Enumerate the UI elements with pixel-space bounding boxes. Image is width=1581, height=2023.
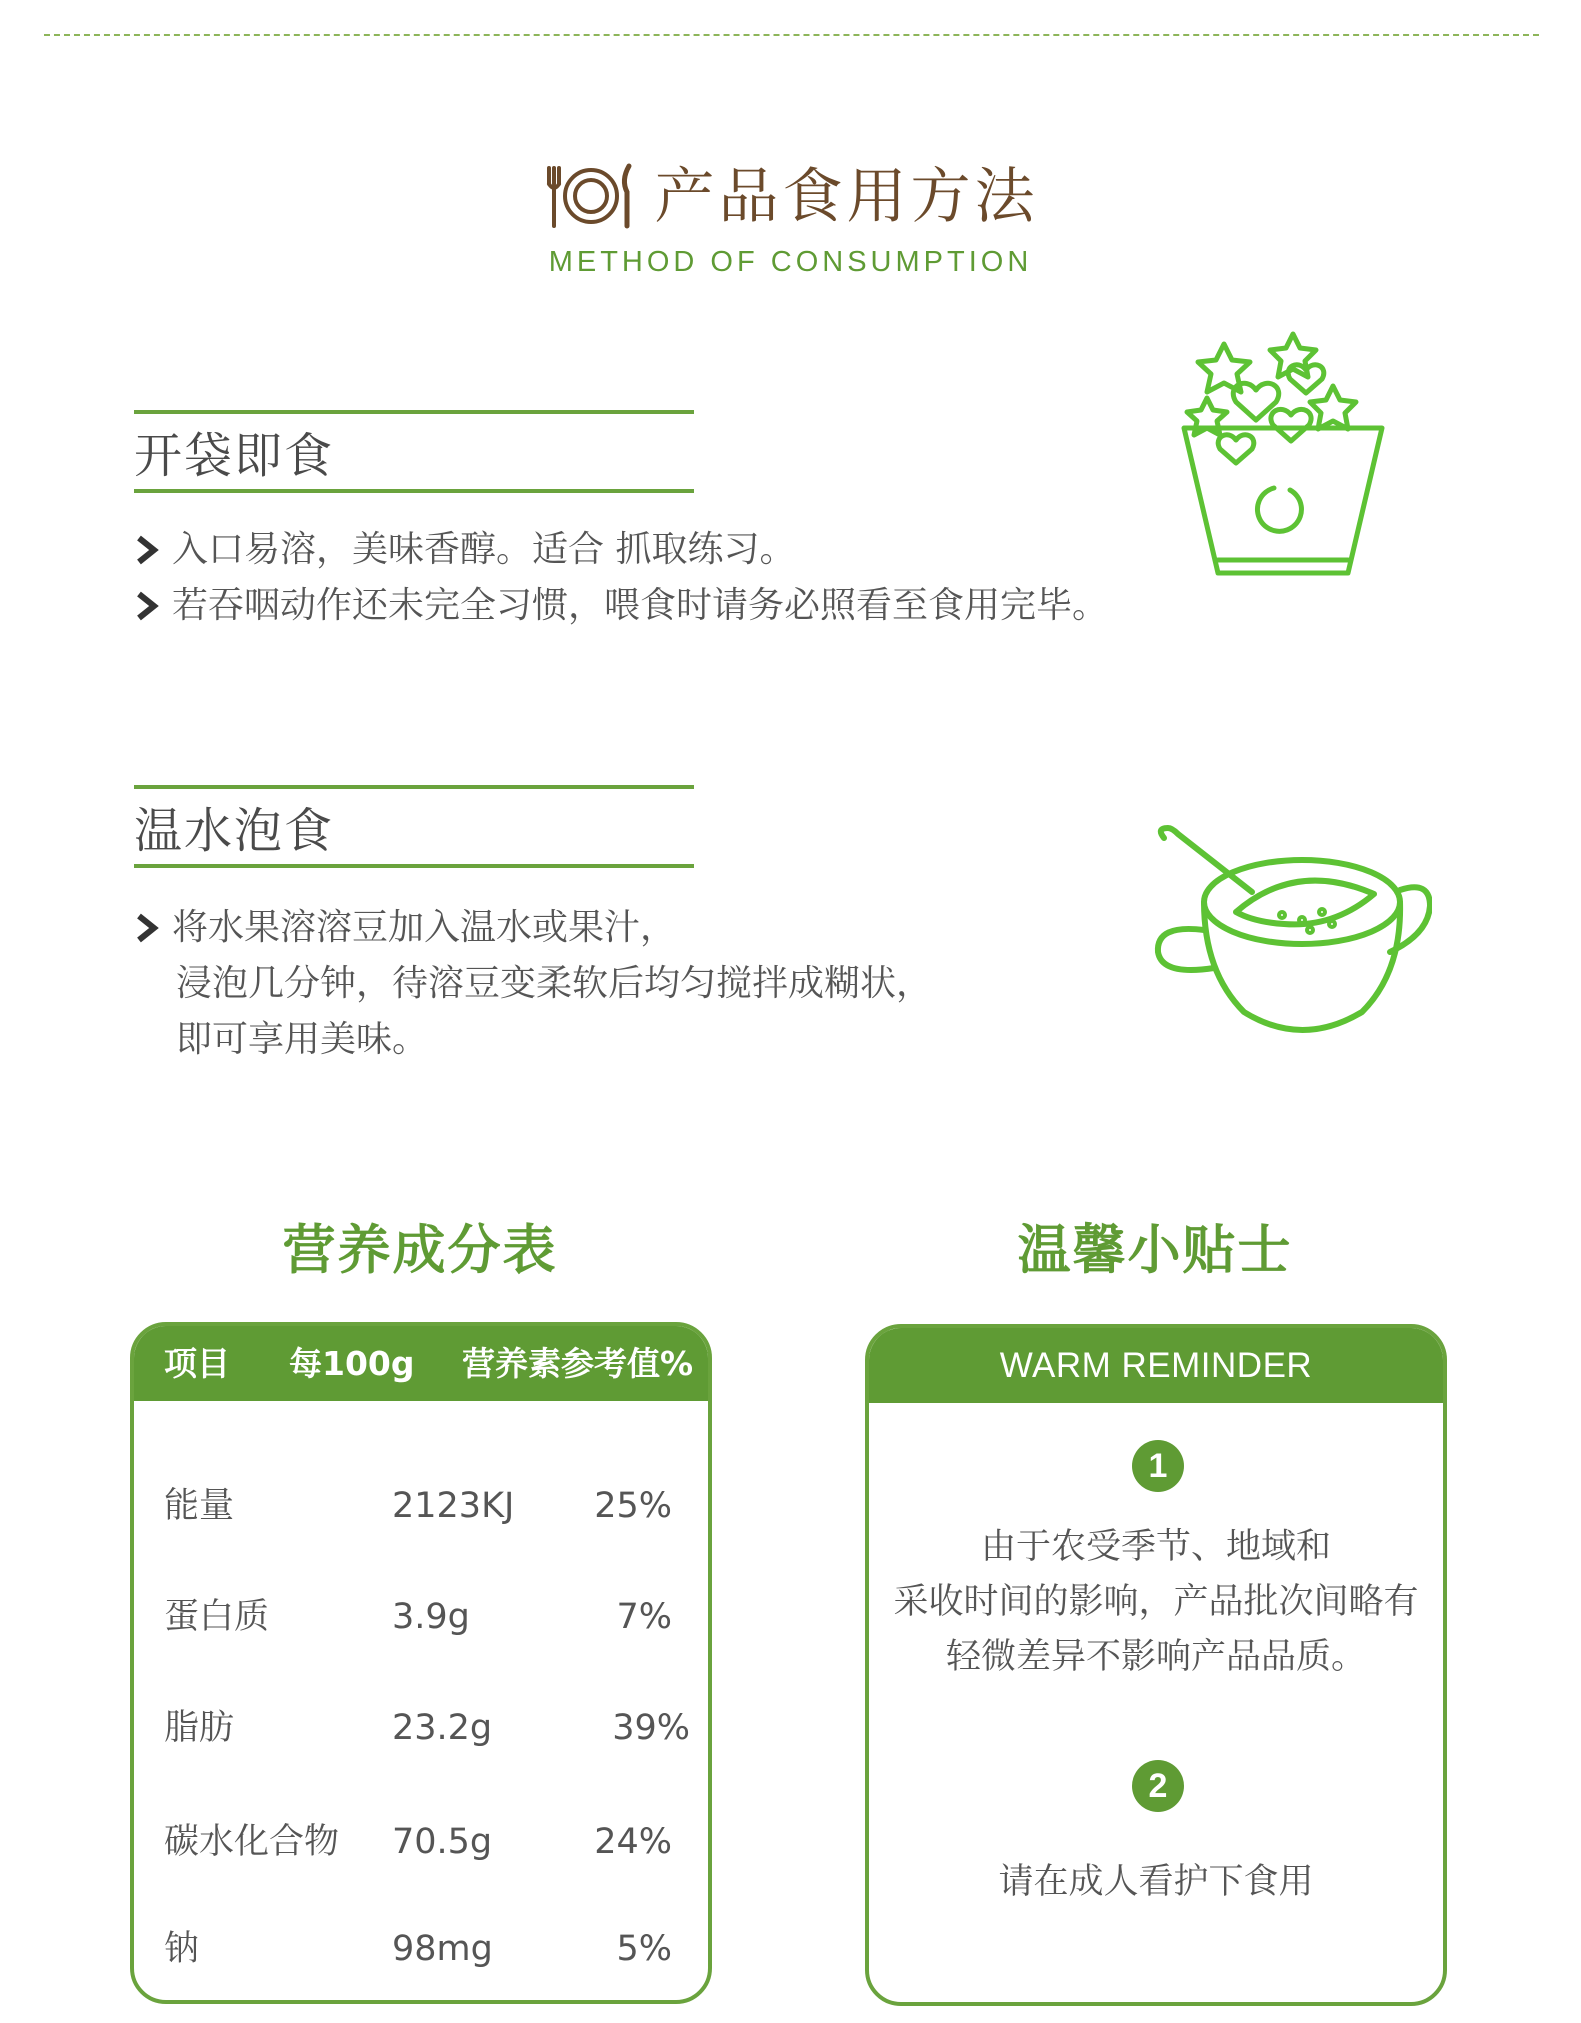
page-title: 产品食用方法 xyxy=(654,162,1039,232)
list-item xyxy=(134,900,932,956)
cell-item: 碳水化合物 xyxy=(164,1822,340,1862)
method-warm-water-heading xyxy=(134,785,694,868)
reminder-title: 温馨小贴士 xyxy=(1017,1220,1293,1281)
list-item xyxy=(134,522,1108,578)
bullet-text: 浸泡几分钟，待溶豆变柔软后均匀搅拌成糊状， xyxy=(176,963,933,1004)
warm-reminder-panel xyxy=(865,1324,1447,2006)
reminder-number-badge: 1 xyxy=(1132,1440,1184,1492)
method-warm-water-bullets xyxy=(134,900,932,1068)
nutrition-title: 营养成分表 xyxy=(282,1220,558,1281)
reminder-header: WARM REMINDER xyxy=(869,1328,1443,1403)
table-row xyxy=(134,1919,708,1979)
table-header xyxy=(134,1326,708,1401)
table-row xyxy=(134,1698,708,1758)
column-header-nrv: 营养素参考值% xyxy=(462,1344,694,1383)
top-dashed-divider xyxy=(44,34,1539,36)
cell-nrv: 5% xyxy=(616,1929,672,1969)
column-header-per100g: 每100g xyxy=(289,1344,415,1383)
cell-item: 蛋白质 xyxy=(164,1597,270,1637)
section-title xyxy=(0,160,1581,279)
bullet-text: 入口易溶，美味香醇。适合 抓取练习。 xyxy=(172,529,796,570)
column-header-item: 项目 xyxy=(164,1344,230,1383)
reminder-text: 轻微差异不影响产品品质。 xyxy=(945,1637,1366,1677)
reminder-number-badge: 2 xyxy=(1132,1760,1184,1812)
cell-nrv: 39% xyxy=(612,1708,690,1748)
list-item xyxy=(134,578,1108,634)
cell-amount: 98mg xyxy=(392,1929,493,1969)
method-open-bag-bullets xyxy=(134,522,1108,634)
reminder-text: 请在成人看护下食用 xyxy=(998,1862,1314,1902)
cell-nrv: 25% xyxy=(594,1486,672,1526)
bullet-text: 即可享用美味。 xyxy=(176,1019,429,1060)
cell-amount: 2123KJ xyxy=(392,1486,515,1526)
cell-amount: 23.2g xyxy=(392,1708,493,1748)
reminder-text: 由于农受季节、地域和 xyxy=(980,1527,1331,1567)
cell-item: 能量 xyxy=(164,1486,235,1526)
method-heading-label: 开袋即食 xyxy=(134,428,335,484)
table-row xyxy=(134,1812,708,1872)
table-row xyxy=(134,1587,708,1647)
plate-fork-icon xyxy=(543,160,637,234)
bullet-text: 若吞咽动作还未完全习惯，喂食时请务必照看至食用完毕。 xyxy=(172,585,1109,626)
bullet-text: 将水果溶溶豆加入温水或果汁， xyxy=(172,907,677,948)
snack-bag-icon xyxy=(1176,330,1396,594)
cell-item: 脂肪 xyxy=(164,1708,235,1748)
method-heading-label: 温水泡食 xyxy=(134,803,335,859)
method-open-bag-heading xyxy=(134,410,694,493)
reminder-text: 采收时间的影响，产品批次间略有 xyxy=(893,1582,1419,1622)
chevron-right-icon xyxy=(134,578,164,634)
chevron-right-icon xyxy=(134,900,164,956)
cell-amount: 3.9g xyxy=(392,1597,470,1637)
bowl-spoon-icon xyxy=(1152,820,1432,1044)
cell-amount: 70.5g xyxy=(392,1822,493,1862)
table-row xyxy=(134,1476,708,1536)
page-subtitle: METHOD OF CONSUMPTION xyxy=(548,246,1033,278)
chevron-right-icon xyxy=(134,522,164,578)
cell-nrv: 24% xyxy=(594,1822,672,1862)
cell-item: 钠 xyxy=(164,1929,200,1969)
nutrition-table xyxy=(130,1322,712,2004)
cell-nrv: 7% xyxy=(616,1597,672,1637)
